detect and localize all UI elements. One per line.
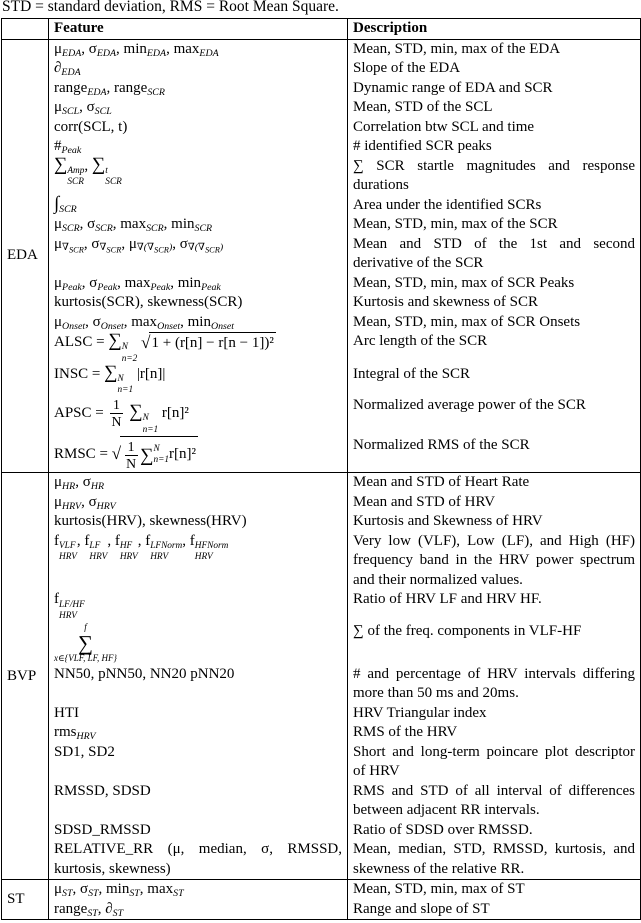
feature-cell: HTI (49, 704, 348, 724)
description-cell: RMS and STD of all interval of differences between adjacent RR intervals. (348, 782, 641, 821)
features-table (1, 18, 641, 920)
description-cell: Integral of the SCR (348, 365, 641, 397)
table-body (2, 39, 641, 920)
header-row (2, 19, 641, 40)
table-row (2, 39, 641, 59)
table-row (2, 493, 641, 513)
description-cell: Ratio of SDSD over RMSSD. (348, 821, 641, 841)
table-row (2, 532, 641, 591)
table-row (2, 157, 641, 196)
description-cell: ∑ SCR startle magnitudes and response durations (348, 157, 641, 196)
feature-cell: INSC = ∑ N n=1 |r[n]| (49, 365, 348, 397)
description-cell: Normalized average power of the SCR (348, 396, 641, 435)
feature-cell: ∑ Amp SCR , ∑ t SCR (49, 157, 348, 196)
description-cell: Normalized RMS of the SCR (348, 436, 641, 473)
feature-cell: range$_{ST}$, $\partial_{ST}$ (49, 900, 348, 920)
feature-cell: SD1, SD2 (49, 743, 348, 782)
feature-cell: $\partial_{EDA}$ (49, 59, 348, 79)
description-cell: Mean, STD, min, max of SCR Peaks (348, 274, 641, 294)
table-row (2, 821, 641, 841)
feature-cell: corr(SCL, t) (49, 118, 348, 138)
table-row (2, 365, 641, 397)
description-cell: Mean and STD of HRV (348, 493, 641, 513)
signal-label: ST (2, 880, 49, 920)
table-row (2, 196, 641, 216)
table-row (2, 396, 641, 435)
table-row (2, 743, 641, 782)
table-row (2, 235, 641, 274)
signal-label: EDA (2, 39, 49, 473)
table-row (2, 293, 641, 313)
feature-cell: kurtosis(HRV), skewness(HRV) (49, 512, 348, 532)
description-cell: Ratio of HRV LF and HRV HF. (348, 590, 641, 622)
header-description: Description (348, 19, 641, 40)
feature-cell: $\mu_{Onset}$, $\sigma_{Onset}$, $\max_{Onset}$, $\min_{Onset}$ (49, 313, 348, 333)
table-caption: STD = standard deviation, RMS = Root Mean Square. (2, 0, 339, 15)
table-row (2, 215, 641, 235)
feature-cell: $\mu_{Peak}$, $\sigma_{Peak}$, $\max_{Peak}$, $\min_{Peak}$ (49, 274, 348, 294)
feature-cell: NN50, pNN50, NN20 pNN20 (49, 665, 348, 704)
description-cell: Mean, STD, min, max of SCR Onsets (348, 313, 641, 333)
description-cell: Mean, STD of the SCL (348, 98, 641, 118)
feature-cell: $\mu_{EDA}$, $\sigma_{EDA}$, $\min_{EDA}$, $\max_{EDA}$ (49, 39, 348, 59)
feature-cell: f ∑ x∈{VLF, LF, HF} (49, 622, 348, 665)
feature-cell: $\mu_{SCL}$, $\sigma_{SCL}$ (49, 98, 348, 118)
feature-cell: RMSSD, SDSD (49, 782, 348, 821)
feature-cell: RELATIVE_RR (μ, median, σ, RMSSD, kurtosis, skewness) (49, 840, 348, 880)
feature-cell: kurtosis(SCR), skewness(SCR) (49, 293, 348, 313)
description-cell: Mean, median, STD, RMSSD, kurtosis, and skewness of the relative RR. (348, 840, 641, 880)
feature-cell: ALSC = ∑ N n=2 √ 1 + (r[n] − r[n − 1])² (49, 332, 348, 365)
table-row (2, 512, 641, 532)
feature-cell: $\mu_{\nabla_{SCR}}$, $\sigma_{\nabla_{SCR}}$, $\mu_{\nabla(\nabla_{SCR})}$, $\sigma_{\nabla(\nabla_{SCR})}$ (49, 235, 348, 274)
description-cell: RMS of the HRV (348, 723, 641, 743)
description-cell: Mean, STD, min, max of ST (348, 880, 641, 900)
description-cell: Mean, STD, min, max of the EDA (348, 39, 641, 59)
table-row (2, 436, 641, 473)
description-cell: Mean and STD of the 1st and second derivative of the SCR (348, 235, 641, 274)
table-row (2, 840, 641, 880)
feature-cell: rms$_{HRV}$ (49, 723, 348, 743)
table-row (2, 622, 641, 665)
description-cell: Very low (VLF), Low (LF), and High (HF) frequency band in the HRV power spectrum and their normalized values. (348, 532, 641, 591)
feature-cell: $\mu_{SCR}$, $\sigma_{SCR}$, $\max_{SCR}$, $\min_{SCR}$ (49, 215, 348, 235)
feature-cell: $\mu_{HR}$, $\sigma_{HR}$ (49, 473, 348, 493)
feature-cell: f LF/HF HRV (49, 590, 348, 622)
table-row (2, 59, 641, 79)
description-cell: Short and long-term poincare plot descriptor of HRV (348, 743, 641, 782)
feature-cell: range$_{EDA}$, range$_{SCR}$ (49, 79, 348, 99)
description-cell: Kurtosis and Skewness of HRV (348, 512, 641, 532)
table-row (2, 704, 641, 724)
table-row (2, 118, 641, 138)
description-cell: Slope of the EDA (348, 59, 641, 79)
feature-cell: $\mu_{HRV}$, $\sigma_{HRV}$ (49, 493, 348, 513)
header-feature: Feature (49, 19, 348, 40)
description-cell: # identified SCR peaks (348, 137, 641, 157)
table-row (2, 782, 641, 821)
table-row (2, 332, 641, 365)
description-cell: Arc length of the SCR (348, 332, 641, 365)
description-cell: Area under the identified SCRs (348, 196, 641, 216)
table-row (2, 665, 641, 704)
feature-cell: $\int_{SCR}$ (49, 196, 348, 216)
description-cell: # and percentage of HRV intervals differing more than 50 ms and 20ms. (348, 665, 641, 704)
feature-cell: SDSD_RMSSD (49, 821, 348, 841)
feature-cell: $\mu_{ST}$, $\sigma_{ST}$, $\min_{ST}$, $\max_{ST}$ (49, 880, 348, 900)
table-row (2, 98, 641, 118)
table-row (2, 900, 641, 920)
feature-cell: f VLF HRV , f LF HRV , f HF HRV , f LFNorm HRV , f HFNorm HRV (49, 532, 348, 591)
feature-cell: RMSC = √ $\frac{1}{N}$ ∑ N n=1 r[n]² (49, 436, 348, 473)
table-row (2, 723, 641, 743)
header-signal (2, 19, 49, 40)
feature-cell: APSC = $\frac{1}{N}$ ∑ N n=1 r[n]² (49, 396, 348, 435)
description-cell: Range and slope of ST (348, 900, 641, 920)
description-cell: Mean and STD of Heart Rate (348, 473, 641, 493)
description-cell: Mean, STD, min, max of the SCR (348, 215, 641, 235)
table-row (2, 79, 641, 99)
table-row (2, 473, 641, 493)
signal-label: BVP (2, 473, 49, 880)
description-cell: Kurtosis and skewness of SCR (348, 293, 641, 313)
table-row (2, 590, 641, 622)
description-cell: HRV Triangular index (348, 704, 641, 724)
description-cell: ∑ of the freq. components in VLF-HF (348, 622, 641, 665)
table-row (2, 274, 641, 294)
table-row (2, 880, 641, 900)
description-cell: Correlation btw SCL and time (348, 118, 641, 138)
table-row (2, 313, 641, 333)
feature-cell: $\#_{Peak}$ (49, 137, 348, 157)
description-cell: Dynamic range of EDA and SCR (348, 79, 641, 99)
